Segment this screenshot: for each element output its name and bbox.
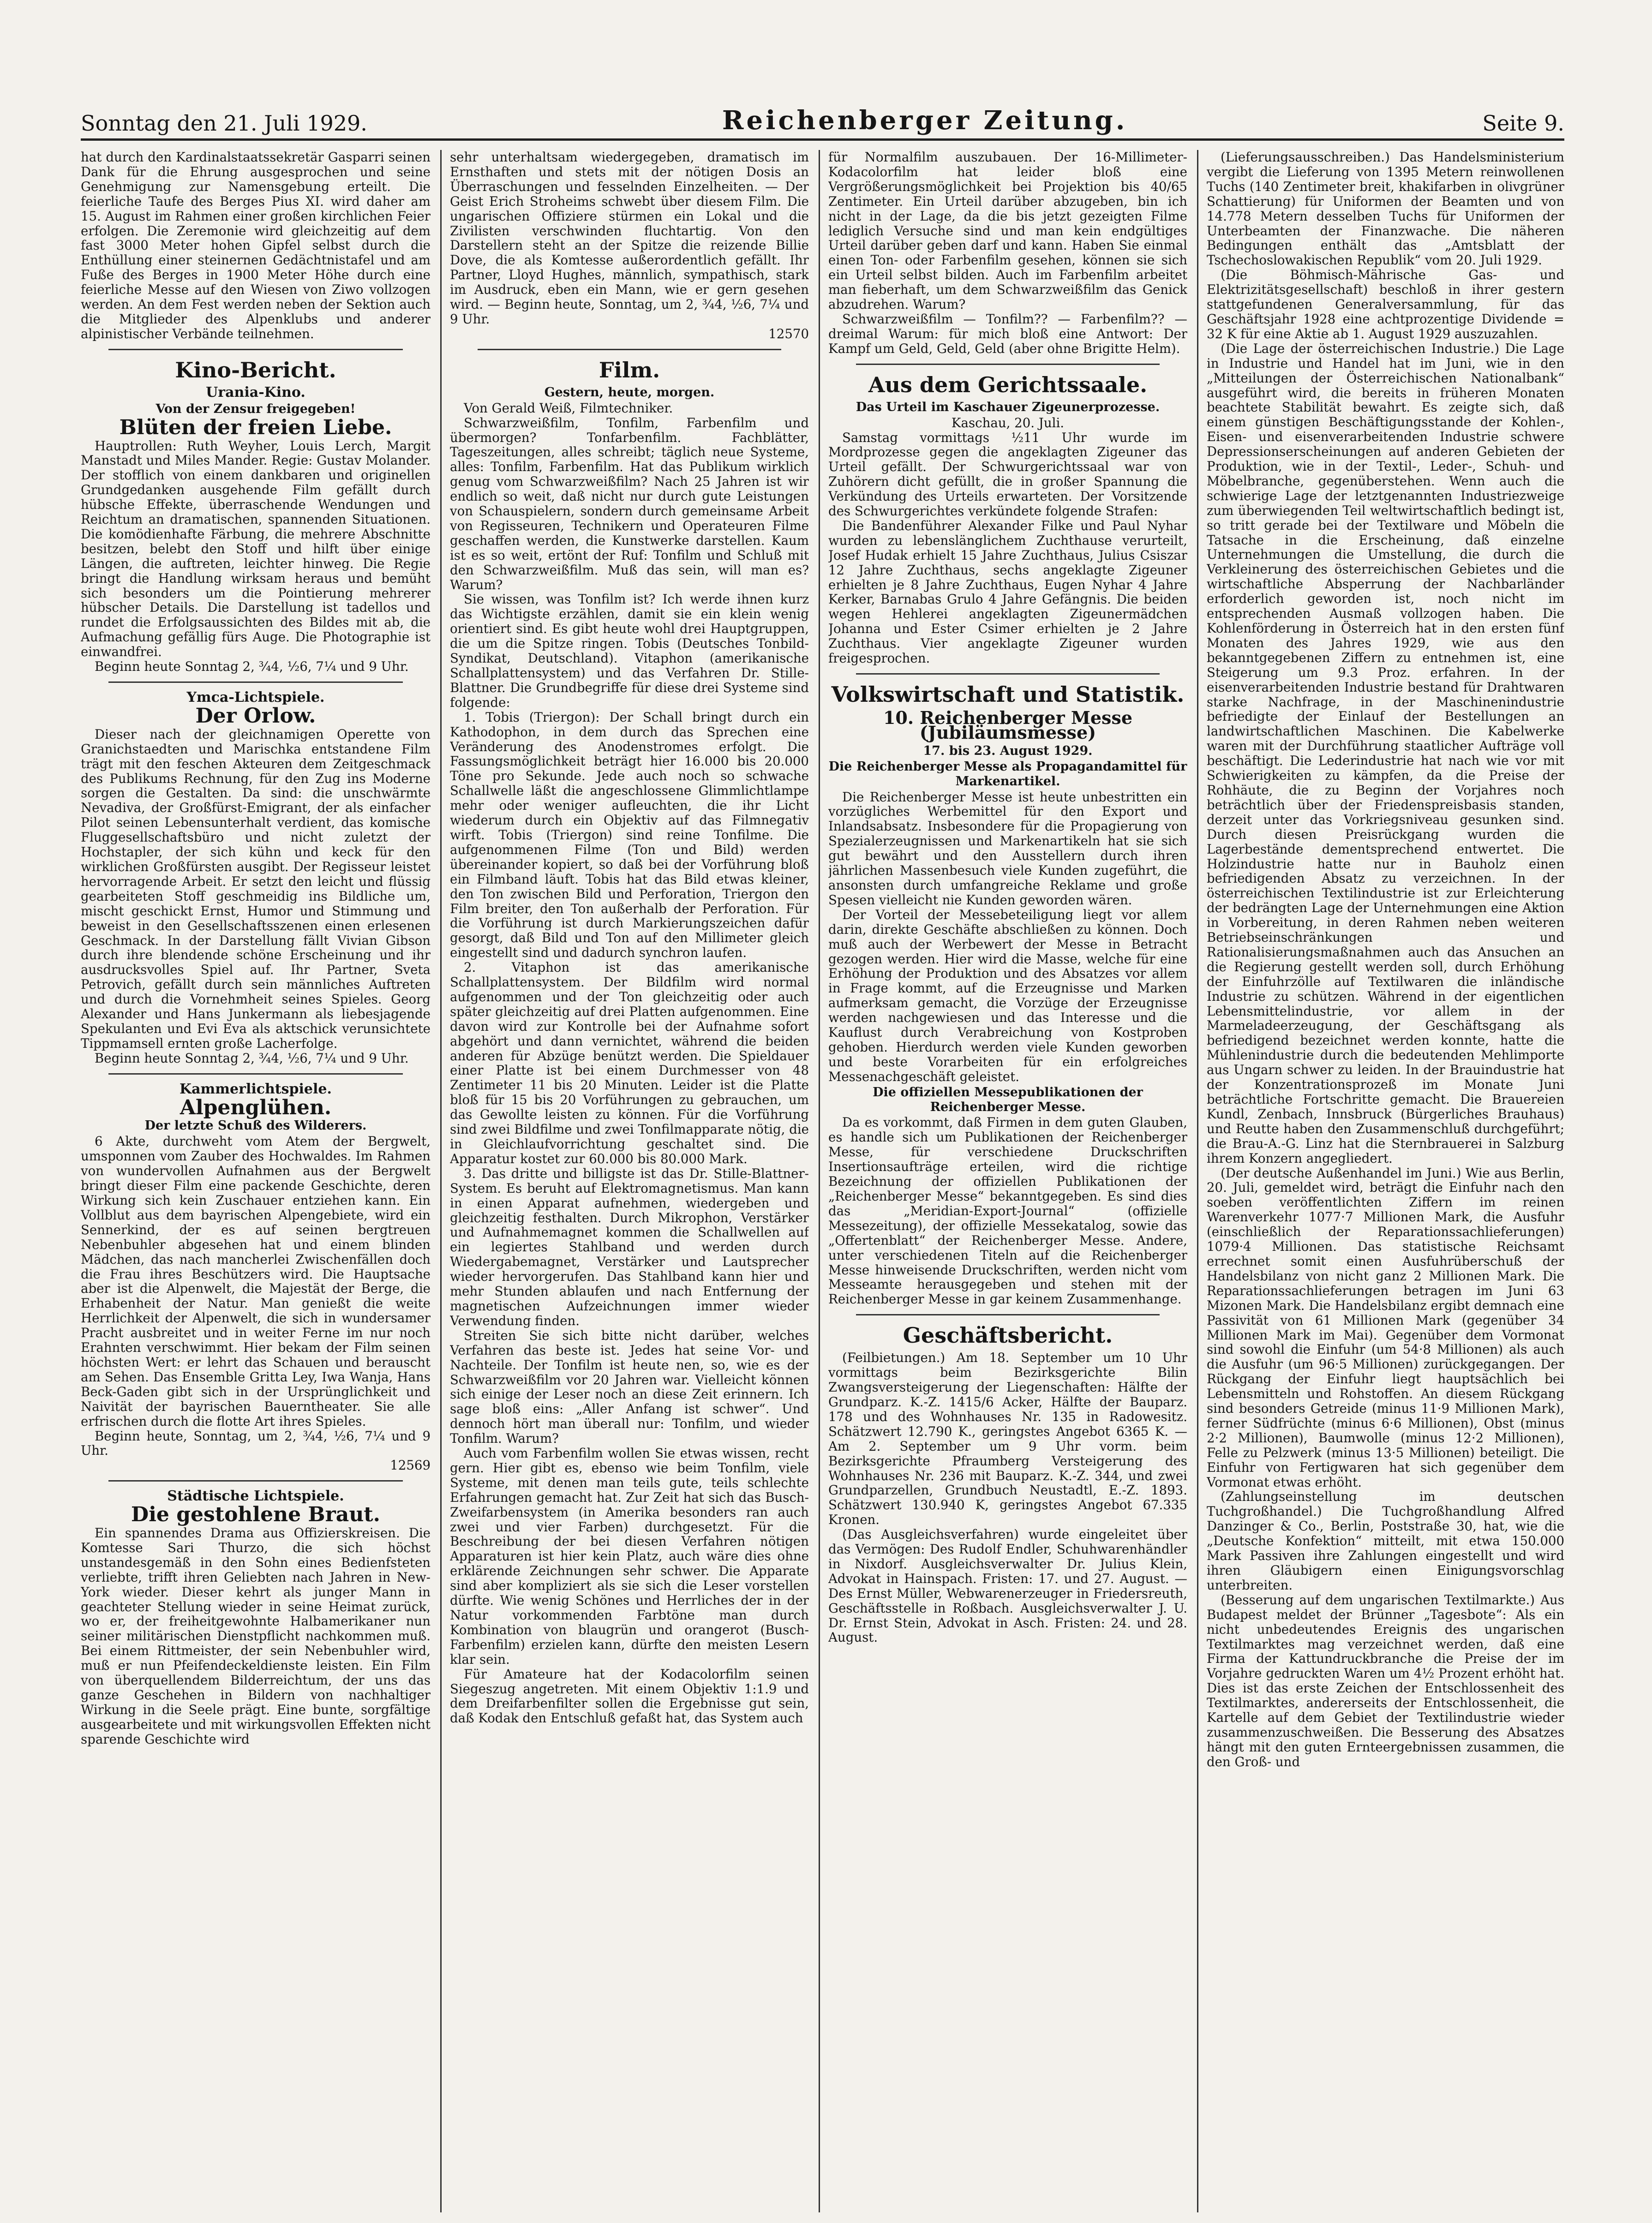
article-paragraph: Der Vorteil der Messebeteiligung liegt vor allem darin, direkte Geschäfte abschließen zu können. Doch muß auch der Werbewert der Messe in Betracht gezogen werden. Hier wird die Masse, welche für eine Erhöhung der Produktion und des Absatzes vor allem in Frage kommt, auf die Erzeugnisse und Marken aufmerksam gemacht, die Vorzüge der Erzeugnisse werden nachgewiesen und das Interesse und die Kauflust durch Verabreichung von Kostproben gehoben. Hierdurch werden viele Kunden geworben und beste Vorarbeiten für ein erfolgreiches Messenachgeschäft geleistet. <box>828 907 1187 1084</box>
showtimes: Beginn heute, Sonntag, um 2, ¾4, ½6, 7¼ und 9 Uhr. <box>81 1428 431 1458</box>
film-title: Die gestohlene Braut. <box>131 1503 380 1527</box>
page-number: Seite 9. <box>1482 111 1564 136</box>
column-rule <box>1197 150 1198 2212</box>
article-paragraph: 2. Vitaphon ist das amerikanische Schallplattensystem. Der Bildfilm wird normal aufgenommen und der Ton gleichzeitig oder auch später gleichzeitig auf drei Platten aufgenommen. Eine davon wird zur Kontrolle bei der Aufnahme sofort abgehört und dann vernichtet, während die beiden anderen für Abzüge benützt werden. Die Spieldauer einer Platte ist bei einem Durchmesser von 48 Zentimeter 11 bis 20 Minuten. Leider ist die Platte bloß für 15 bis 20 Vorführungen zu gebrauchen, um das Gewollte leisten zu können. Für die Vorführung sind zwei Bildfilme und zwei Tonfilmapparate nötig, die in Gleichlaufvorrichtung geschaltet sind. Die Apparatur kostet zur 60.000 bis 80.000 Mark. <box>450 960 809 1166</box>
article-paragraph: Schwarzweißfilm — Tonfilm?? — Farbenfilm?? — dreimal Warum: für mich bloß eine Antwort: Der Kampf um Geld, Geld, Geld (aber ohne Brigitte Helm). <box>828 311 1187 356</box>
article-continuation: sehr unterhaltsam wiedergegeben, dramatisch im Ernsthaften und stets mit der nötigen Dosis an Überraschungen und fesselnden Einzelheiten. — Der Geist Erich Stroheims schwebt über diesem Film. Die ungarischen Offiziere stürmen ein Lokal und die Zivilisten verschwinden fluchtartig. Von den Darstellern steht an der Spitze die reizende Billie Dove, die als Komtesse außerordentlich gefällt. Ihr Partner, Lloyd Hughes, männlich, sympathisch, stark im Ausdruck, eben ein Mann, wie er gern gesehen wird. — Beginn heute, Sonntag, um 2, ¾4, ½6, 7¼ und 9 Uhr. <box>450 150 809 327</box>
article-subtitle: Die offiziellen Messepublikationen der Reichenberger Messe. <box>873 1085 1143 1114</box>
cinema-name: Ymca-Lichtspiele. <box>186 689 325 705</box>
article-subtitle: Das Urteil im Kaschauer Zigeunerprozesse. <box>856 400 1160 414</box>
article-paragraph: (Lieferungsausschreiben.) Das Handelsministerium vergibt die Lieferung von 1395 Metern reinwollenen Tuchs (140 Zentimeter breit, khakifarben in olivgrüner Schattierung) für Uniformen der Beamten und von 14.778 Metern desselben Tuchs für Uniformen der Unterbeamten der Finanzwache. Die näheren Bedingungen enthält das „Amtsblatt der Tschechoslowakischen Republik“ vom 20. Juli 1929. <box>1207 150 1564 268</box>
article-subtitle: Die Reichenberger Messe als Propagandamittel für Markenartikel. <box>828 759 1187 789</box>
section-title-film: Film. <box>599 357 660 382</box>
cinema-name: Städtische Lichtspiele. <box>167 1488 344 1505</box>
article-paragraph: (Das Ausgleichsverfahren) wurde eingeleitet über das Vermögen: Des Rudolf Endler, Schuhwarenhändler in Nixdorf. Ausgleichsverwalter Dr. Julius Klein, Advokat in Hainspach. Fristen: 17. und 27. August. — Des Ernst Müller, Webwarenerzeuger in Friedersreuth, Geschäftsstelle in Roßbach. Ausgleichsverwalter J. U. Dr. Ernst Stein, Advokat in Asch. Fristen: 24. und 28. August. <box>828 1527 1187 1645</box>
article-paragraph: (Die Böhmisch-Mährische Gas- und Elektrizitätsgesellschaft) beschloß in ihrer gestern stattgefundenen Generalversammlung, für das Geschäftsjahr 1928 eine achtprozentige Dividende = 32 K für eine Aktie ab 1. August 1929 auszuzahlen. <box>1207 267 1564 341</box>
divider <box>108 1073 403 1075</box>
ad-number: 12570 <box>768 326 809 341</box>
divider <box>108 1480 403 1482</box>
event-dates: 17. bis 23. August 1929. <box>923 743 1093 758</box>
dateline: Kaschau, 20. Juli. <box>951 415 1065 430</box>
film-review: Ein spannendes Drama aus Offizierskreisen. Die Komtesse Sari Thurzo, die sich höchst unstandesgemäß in den Sohn eines Bedienfsteten verliebte, trifft ihren Geliebten nach Jahren in New-York wieder. Dieser kehrt als junger Mann in geachteter Stellung wieder in seine Heimat zurück, wo er, der freiheitgewohnte Halbamerikaner nun seiner militärischen Dienstpflicht nachkommen muß. Bei einem Rittmeister, der sein Nebenbuhler wird, muß er nun Pfeifendeckeldienste leisten. Ein Film von überquellendem Bilderreichtum, der uns das ganze Geschehen in Bildern von nachhaltiger Wirkung in die Seele prägt. Eine bunte, sorgfältige ausgearbeitete und mit wirkungsvollen Effekten nicht sparende Geschichte wird <box>81 1525 431 1747</box>
column-4 <box>1207 150 1564 2212</box>
newspaper-masthead: Reichenberger Zeitung. <box>722 105 1128 136</box>
article-continuation: hat durch den Kardinalstaatssekretär Gasparri seinen Dank für die Ehrung ausgesprochen und seine Genehmigung zur Namensgebung erteilt. Die feierliche Taufe des Berges Pius XI. wird daher am 15. August im Rahmen einer großen kirchlichen Feier erfolgen. Die Zeremonie wird gleichzeitig auf dem fast 3000 Meter hohen Gipfel selbst durch die Enthüllung einer steinernen Gedächtnistafel und am Fuße des Berges in 1900 Meter Höhe durch eine feierliche Messe auf den Wiesen von Ziwo vollzogen werden. An dem Fest werden neben der Sektion auch die Mitglieder des Alpenklubs und anderer alpinistischer Verbände teilnehmen. <box>81 150 431 341</box>
article-paragraph: (Die Lage der österreichischen Industrie.) Die Lage in Industrie und Handel hat im Juni, wie in den „Mitteilungen der Österreichischen Nationalbank“ ausgeführt wird, die bereits in früheren Monaten beachtete Stabilität bewahrt. Es zeigte sich, daß einem günstigen Beschäftigungsstande der Kohlen-, Eisen- und eisenverarbeitenden Industrie schwere Depressionserscheinungen auf anderen Gebieten der Produktion, wie in der Textil-, Leder-, Schuh- und Möbelbranche, gegenüberstehen. Wenn auch die schwierige Lage der letztgenannten Industriezweige zum überwiegenden Teil weltwirtschaftlich bedingt ist, so tritt gerade bei der Textilware und Möbeln die Tatsache in die Erscheinung, daß einzelne Unternehmungen die Umstellung, die durch die Verkleinerung des österreichischen Gebietes und die wirtschaftliche Absperrung der Nachbarländer erforderlich geworden ist, noch nicht im entsprechenden Ausmaß vollzogen haben. Die Kohlenförderung in Österreich hat in den ersten fünf Monaten des Jahres 1929, wie aus den bekanntgegebenen Ziffern zu entnehmen ist, eine Steigerung um 9.3 Proz. erfahren. In der eisenverarbeitenden Industrie bestand für Drahtwaren starke Nachfrage, in der Maschinenindustrie befriedigte der Einlauf der Bestellungen an landwirtschaftlichen Maschinen. Die Kabelwerke waren mit der Durchführung staatlicher Aufträge voll beschäftigt. Die Lederindustrie hat nach wie vor mit Schwierigkeiten zu kämpfen, da die Preise der Rohhäute, die zu Beginn der Vorjahres noch beträchtlich über der Friedenspreisbasis standen, derzeit unter das Vorkriegsniveau gesunken sind. Durch diesen Preisrückgang wurden die Lagerbestände dementsprechend entwertet. Die Holzindustrie hatte nur in Bauholz einen befriedigenden Absatz zu verzeichnen. In der österreichischen Textilindustrie ist zur Erleichterung der bedrängten Lage der Unternehmungen eine Aktion in Vorbereitung, in deren Rahmen neben weiteren Betriebseinschränkungen und Rationalisierungsmaßnahmen auch das Ansuchen an die Regierung gestellt werden soll, durch Erhöhung der Einfuhrzölle auf Textilwaren die inländische Industrie zu schützen. Während in der eigentlichen Lebensmittelindustrie, vor allem in der Marmeladeerzeugung, der Geschäftsgang als befriedigend bezeichnet werden konnte, hatte die Mühlenindustrie durch die bedeutenden Mehlimporte aus Ungarn schwer zu leiden. In der Brauindustrie hat der Konzentrationsprozeß im Monate Juni beträchtliche Fortschritte gemacht. Die Brauereien Kundl, Zenbach, Innsbruck (Bürgerliches Brauhaus) und Reutte haben den Zusammenschluß durchgeführt; die Brau-A.-G. Linz hat die Sternbrauerei in Salzburg ihrem Konzern angegliedert. <box>1207 341 1564 1166</box>
article-paragraph: Die Bandenführer Alexander Filke und Paul Nyhar wurden zu lebenslänglichem Zuchthause verurteilt, Josef Hudak erhielt 15 Jahre Zuchthaus, Julius Csiszar 12 Jahre Zuchthaus, sechs angeklagte Zigeuner erhielten je 8 Jahre Zuchthaus, Eugen Nyhar 4 Jahre Kerker, Barnabas Grulo 4 Jahre Gefängnis. Die beiden wegen Hehlerei angeklagten Zigeunermädchen Johanna und Ester Csimer erhielten je 2 Jahre Zuchthaus. Vier angeklagte Zigeuner wurden freigesprochen. <box>828 518 1187 666</box>
article-paragraph: Für Amateure hat der Kodacolorfilm seinen Siegeszug angetreten. Mit einem Objektiv 1:1.9 und dem Dreifarbenfilter sollen die Ergebnisse gut sein, daß Kodak den Entschluß gefaßt hat, das System auch <box>450 1666 809 1726</box>
article-paragraph: (Zahlungseinstellung im deutschen Tuchgroßhandel.) Die Tuchgroßhandlung Alfred Danzinger & Co., Berlin, Poststraße 30, hat, wie die „Deutsche Konfektion“ mitteilt, mit etwa 150.000 Mark Passiven ihre Zahlungen eingestellt und wird ihren Gläubigern einen Einigungsvorschlag unterbreiten. <box>1207 1489 1564 1593</box>
column-3 <box>828 150 1187 2212</box>
showtimes: Beginn heute Sonntag 2, ¾4, ½6, 7¼ und 9 Uhr. <box>95 659 409 675</box>
article-paragraph: 1. Tobis (Triergon): Der Schall bringt durch ein Kathodophon, in dem durch das Sprechen eine Veränderung des Anodenstromes erfolgt. Die Fassungsmöglichkeit beträgt hier 16.000 bis 20.000 Töne pro Sekunde. Jede auch noch so schwache Schallwelle läßt die angeschlossene Glimmlichtlampe mehr oder weniger aufleuchten, die ihr Licht wiederum durch ein Objektiv auf das Filmnegativ wirft. Tobis (Triergon) sind reine Tonfilme. Die aufgenommenen Filme (Ton und Bild) werden übereinander kopiert, so daß bei der Vorführung bloß ein Filmband läuft. Tobis hat das Bild etwas kleiner, den Ton zwischen Bild und Perforation, Triergon den Film breiter, den Ton außerhalb der Perforation. Für die Vorführung ist durch Markierungszeichen dafür gesorgt, daß Bild und Ton auf den Millimeter gleich eingestellt sind und dadurch synchron laufen. <box>450 709 809 961</box>
censor-note: Von der Zensur freigegeben! <box>156 401 356 416</box>
article-paragraph: 3. Das dritte und billigste ist das Dr. Stille-Blattner-System. Es beruht auf Elektromagnetismus. Man kann in einen Apparat aufnehmen, wiedergeben und gleichzeitig festhalten. Durch Mikrophon, Verstärker und Aufnahmemagnet kommen die Schallwellen auf ein legiertes Stahlband und werden durch Wiedergabemagnet, Verstärker und Lautsprecher wieder hervorgerufen. Das Stahlband kann hier und mehr Stunden ablaufen und nach Entfernung der magnetischen Aufzeichnungen immer wieder Verwendung finden. <box>450 1165 809 1328</box>
page-header <box>81 103 1564 141</box>
column-1 <box>81 150 431 2212</box>
divider <box>856 673 1160 675</box>
film-subtitle: Der letzte Schuß des Wilderers. <box>144 1118 367 1133</box>
article-paragraph: (Feilbietungen.) Am 18. September um 10 Uhr vormittags beim Bezirksgerichte Bilin Zwangsversteigerung der Liegenschaften: Hälfte der Grundparz. K.-Z. 1415/6 Acker, Hälfte der Bauparz. 178 und des Wohnhauses Nr. 135 in Radowesitz. Schätzwert 12.790 K., geringstes Angebot 6365 K. — Am 2. September um 9 Uhr vorm. beim Bezirksgerichte Pfraumberg Versteigerung des Wohnhauses Nr. 236 mit Bauparz. K.-Z. 344, und zwei Grundparzellen, Grundbuch Neustadtl, E.-Z. 1893. Schätzwert 130.940 K, geringstes Angebot 67.335 Kronen. <box>828 1350 1187 1528</box>
cinema-name: Urania-Kino. <box>206 384 305 400</box>
column-rule <box>440 150 442 2212</box>
article-paragraph: (Der deutsche Außenhandel im Juni.) Wie aus Berlin, 20. Juli, gemeldet wird, beträgt die Einfuhr nach den soeben veröffentlichten Ziffern im reinen Warenverkehr 1077·7 Millionen Mark, die Ausfuhr (einschließlich der Reparationssachlieferungen) 1079·4 Millionen. Das statistische Reichsamt errechnet somit einen Ausfuhrüberschuß der Handelsbilanz von nicht ganz 2 Millionen Mark. Die Reparationssachlieferungen betragen im Juni 63 Mizonen Mark. Die Handelsbilanz ergibt demnach eine Passivität von 61 Millionen Mark (gegenüber 34 Millionen Mark im Mai). Gegenüber dem Vormonat sind sowohl die Einfuhr (um 54·8 Millionen) als auch die Ausfuhr (um 96·5 Millionen) zurückgegangen. Der Rückgang der Einfuhr liegt hauptsächlich bei Lebensmitteln und Rohstoffen. An diesem Rückgang sind besonders Getreide (minus 11·9 Millionen Mark), ferner Südfrüchte (minus 6·6 Millionen), Obst (minus 2·2 Millionen), Baumwolle (minus 12·2 Millionen), Felle zu Pelzwerk (minus 13·5 Millionen) beteiligt. Die Einfuhr von Fertigwaren hat sich gegenüber dem Vormonat etwas erhöht. <box>1207 1165 1564 1490</box>
film-review: 6 Akte, durchweht vom Atem der Bergwelt, umsponnen vom Zauber des Hochwaldes. Im Rahmen von wundervollen Aufnahmen aus der Bergwelt bringt dieser Film eine packende Geschichte, deren Wirkung sich kein Zuschauer entziehen kann. Ein Vollblut aus dem bayrischen Alpengebiete, wird ein Sennerkind, der es auf seinen bergtreuen Nebenbuhler abgesehen hat und einem blinden Mädchen, das nach mancherlei Zwischenfällen doch die Frau ihres Beschützers wird. Die Hauptsache aber ist die Alpenwelt, die Majestät der Berge, die Erhabenheit der Natur. Man genießt die weite Herrlichkeit der Alpenwelt, die sich in wundersamer Pracht ausbreitet und in weiter Ferne im nur noch Erahnten verschwimmt. Hier bekam der Film seinen höchsten Wert: er lehrt das Schauen und berauscht am Sehen. Das Ensemble Gritta Ley, Iwa Wanja, Hans Beck-Gaden gibt sich in der Ursprünglichkeit und Naivität der bayrischen Bauerntheater. Sie alle erfrischen durch die flotte Art ihres Spieles. <box>81 1134 431 1429</box>
column-2 <box>450 150 809 2212</box>
article-continuation: für Normalfilm auszubauen. Der 16-Millimeter-Kodacolorfilm hat leider bloß eine Vergrößerungsmöglichkeit bei Projektion bis 40/65 Zentimeter. Ein Urteil darüber abzugeben, bin ich nicht in der Lage, da die bis jetzt gezeigten Filme lediglich Versuche sind und man kein endgültiges Urteil darüber geben darf und kann. Haben Sie einmal einen Ton- oder Farbenfilm gesehen, können sie sich ein Urteil selbst bilden. Auch im Farbenfilm arbeitet man fieberhaft, um dem Schwarzweißfilm das Genick abzudrehen. Warum? <box>828 150 1187 312</box>
article-subtitle: Gestern, heute, morgen. <box>544 385 715 400</box>
divider <box>108 681 403 683</box>
article-paragraph: (Besserung auf dem ungarischen Textilmarkte.) Aus Budapest meldet der Brünner „Tagesbote“: Als ein nicht unbedeutendes Ereignis des ungarischen Textilmarktes mag verzeichnet werden, daß eine Firma der Kattundruckbranche die Preise der im Vorjahre gedruckten Waren um 4½ Prozent erhöht hat. Dies ist das erste Zeichen der Entschlossenheit des Textilmarktes, andererseits der Entschlossenheit, die Kartelle auf dem Gebiet der Textilindustrie wieder zusammenzuschweißen. Die Besserung des Absatzes hängt mit den guten Ernteergebnissen zusammen, die den Groß- und <box>1207 1592 1564 1769</box>
article-byline: Von Gerald Weiß, Filmtechniker. <box>464 400 673 416</box>
article-paragraph: Da es vorkommt, daß Firmen in dem guten Glauben, es handle sich um Publikationen der Reichenberger Messe, für verschiedene Druckschriften Insertionsaufträge erteilen, wird die richtige Bezeichnung der offiziellen Publikationen der „Reichenberger Messe“ bekanntgegeben. Es sind dies das „Meridian-Export-Journal“ (offizielle Messezeitung), der offizielle Messekatalog, sowie das „Offertenblatt“ der Reichenberger Messe. Andere, unter verschiedenen Titeln auf die Reichenberger Messe hinweisende Druckschriften, werden nicht vom Messeamte herausgegeben und stehen mit der Reichenberger Messe in gar keinem Zusammenhange. <box>828 1115 1187 1307</box>
article-paragraph: Die Reichenberger Messe ist heute unbestritten ein vorzügliches Werbemittel für den Export und Inlandsabsatz. Insbesondere für die Propagierung von Spezialerzeugnissen und Markenartikeln hat sie sich gut bewährt und den Ausstellern durch ihren jährlichen Massenbesuch viele Kunden zugeführt, die ansonsten durch umfangreiche Reklame und große Spesen vielleicht nie Kunden geworden wären. <box>828 789 1187 908</box>
article-title: 10. Reichenberger Messe (Jubiläumsmesse) <box>883 707 1133 743</box>
film-review: Dieser nach der gleichnamigen Operette von Granichstaedten und Marischka entstandene Film trägt mit den feschen Akteuren dem Zeitgeschmack des Publikums Rechnung, für den Zug ins Moderne sorgen die Gestalten. Da sind: die unschwärmte Nevadiva, der Großfürst-Emigrant, der als einfacher Pilot seinen Lebensunterhalt verdient, das komische Fluggesellschaftsbüro und nicht zuletzt der Hochstapler, der sich kühn und keck für den wirklichen Großfürsten ausgibt. Der Regisseur leistet hervorragende Arbeit. Er setzt den leicht und flüssig gearbeiteten Stoff geschmeidig ins Bildliche um, mischt geschickt Ernst, Humor und Stimmung und beweist in den Gesellschaftsszenen einen erlesenen Geschmack. In der Darstellung fällt Vivian Gibson durch ihre blendende schöne Erscheinung und ihr ausdrucksvolles Spiel auf. Ihr Partner, Sveta Petrovich, gefällt durch sein männliches Auftreten und durch die Vornehmheit seines Spieles. Georg Alexander und Hans Junkermann als liebesjagende Spekulanten und Evi Eva als aktschick verunsichtete Tippmamsell ernten große Lacherfolge. <box>81 726 431 1051</box>
divider <box>478 349 781 350</box>
section-title-business: Geschäftsbericht. <box>903 1323 1113 1348</box>
divider <box>108 349 403 350</box>
cinema-name: Kammerlichtspiele. <box>180 1081 332 1097</box>
ad-number: 12569 <box>390 1458 431 1473</box>
article-paragraph: Schwarzweißfilm, Tonfilm, Farbenfilm und übermorgen? Tonfarbenfilm. Fachblätter, Tageszeitungen, alles schreibt; täglich neue Systeme, alles: Tonfilm, Farbenfilm. Hat das Publikum wirklich genug vom Schwarzweißfilm? Nach 25 Jahren ist wir endlich so weit, daß nicht nur durch gute Leistungen von Schauspielern, sondern durch gemeinsame Arbeit von Regisseuren, Technikern und Operateuren Filme geschaffen werden, die Kunstwerke darstellen. Kaum ist es so weit, ertönt der Ruf: Tonfilm und Schluß mit den Schwarzweißfilm. Muß das sein, will man es? Warum? <box>450 415 809 592</box>
section-title-kino: Kino-Bericht. <box>175 357 336 382</box>
article-paragraph: Streiten Sie sich bitte nicht darüber, welches Verfahren das beste ist. Jedes hat seine Vor- und Nachteile. Der Tonfilm ist heute nen, so, wie es der Schwarzweißfilm vor 20 Jahren war. Vielleicht können sich einige der Leser noch an diese Zeit erinnern. Ich sage bloß eins: „Aller Anfang ist schwer“. Und dennoch hört man überall nur: Tonfilm, und wieder Tonfilm. Warum? <box>450 1327 809 1446</box>
article-paragraph: Auch vom Farbenfilm wollen Sie etwas wissen, recht gern. Hier gibt es, ebenso wie beim Tonfilm, viele Systeme, mit denen man teils gute, teils schlechte Erfahrungen gemacht hat. Zur Zeit hat sich das Busch-Zweifarbensystem (in Amerika besonders ran auch zwei und vier Farben) durchgesetzt. Für die Beschreibung der bei diesen Verfahren nötigen Apparaturen ist hier kein Platz, auch wäre dies ohne erklärende Zeichnungen sehr schwer. Die Apparate sind aber kompliziert als sie sich die Leser vorstellen dürfte. Wie wenig Schönes und Herrliches der in der Natur vorkommenden Farbtöne man durch Kombination von blaugrün und orangerot (Busch-Farbenfilm) erzielen kann, dürfte den meisten Lesern klar sein. <box>450 1446 809 1667</box>
divider <box>856 364 1160 365</box>
section-title-court: Aus dem Gerichtssaale. <box>868 372 1148 397</box>
article-paragraph: Samstag vormittags ½11 Uhr wurde im Mordprozesse gegen die angeklagten Zigeuner das Urteil gefällt. Der Schwurgerichtssaal war von Zuhörern dicht gefüllt, die in großer Spannung die Verkündung des Urteils erwarteten. Der Vorsitzende des Schwurgerichtes verkündete folgende Strafen: <box>828 430 1187 519</box>
film-title: Alpenglühen. <box>180 1095 332 1119</box>
article-paragraph: Sie wissen, was Tonfilm ist? Ich werde ihnen kurz das Wichtigste erzählen, damit sie ein klein wenig orientiert sind. Es gibt heute wohl drei Hauptgruppen, die um die Spitze ringen. Tobis (Deutsches Tonbild-Syndikat, Deutschland). Vitaphon (amerikanische Schallplattensystem) und das Verfahren Dr. Stille-Blattner. Die Grundbegriffe für diese drei Systeme sind folgende: <box>450 592 809 710</box>
film-title: Blüten der freien Liebe. <box>119 415 392 439</box>
film-title: Der Orlow. <box>195 704 316 728</box>
divider <box>856 1314 1160 1315</box>
issue-date: Sonntag den 21. Juli 1929. <box>81 111 367 136</box>
column-rule <box>819 150 820 2212</box>
film-review: Hauptrollen: Ruth Weyher, Louis Lerch, Margit Manstadt und Miles Mander. Regie: Gustav Molander. Der stofflich von einem dankbaren und originellen Grundgedanken ausgehende Film gefällt durch hübsche Effekte, überraschende Wendungen und Reichtum an dramatischen, spannenden Situationen. Die komödienhafte Färbung, die mehrere Abschnitte besitzen, belebt den Stoff und hilft über einige Längen, die auftreten, leichter hinweg. Die Regie bringt die Handlung wirksam heraus und bemüht sich besonders um die Pointierung mehrerer hübscher Details. Die Darstellung ist tadellos und rundet die Erfolgsaussichten des Bildes mit ab, die Aufmachung gefällig fürs Auge. Die Photographie ist einwandfrei. <box>81 438 431 660</box>
showtimes: Beginn heute Sonntag 2, ¾4, ½6, 7¼ und 9 Uhr. <box>95 1050 409 1066</box>
section-title-economy: Volkswirtschaft und Statistik. <box>831 682 1185 707</box>
columns <box>81 150 1564 2212</box>
